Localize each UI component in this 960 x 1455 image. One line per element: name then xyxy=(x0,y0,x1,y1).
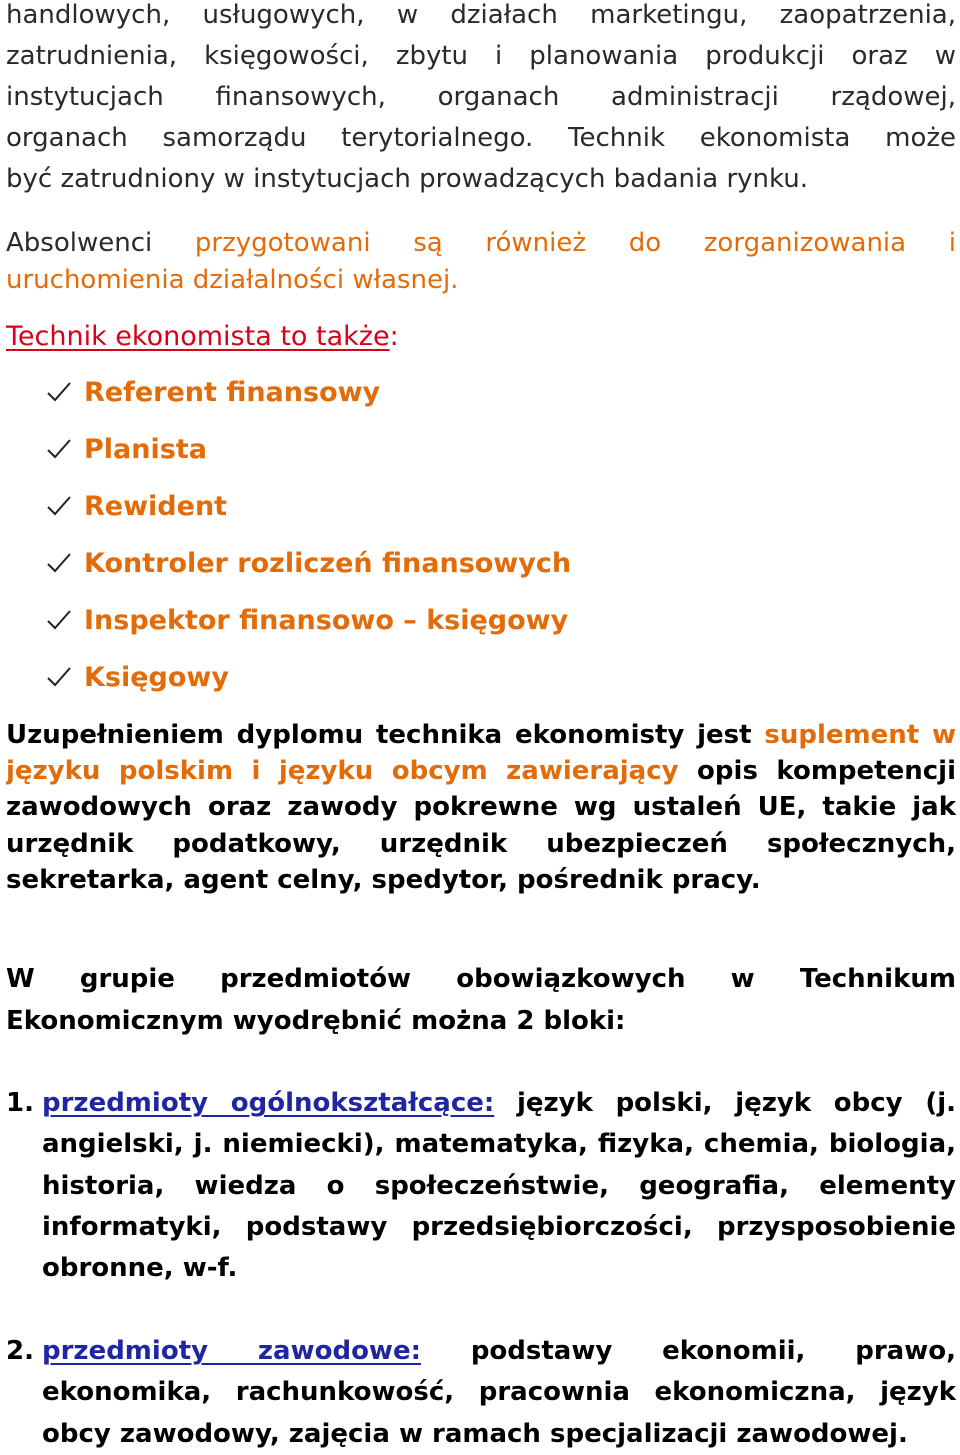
groups-paragraph xyxy=(6,958,956,1042)
list-item-label: Kontroler rozliczeń finansowych xyxy=(84,547,572,579)
graduates-paragraph xyxy=(6,225,956,299)
groups-line: W grupie przedmiotów obowiązkowych w Technikum xyxy=(6,964,956,994)
intro-line: handlowych, usługowych, w działach marketingu, zaopatrzenia, xyxy=(6,0,956,30)
block-lines xyxy=(42,1331,956,1455)
block-label: przedmioty ogólnokształcące: xyxy=(42,1088,495,1118)
intro-line: zatrudnienia, księgowości, zbytu i planowania produkcji oraz w xyxy=(6,41,956,71)
intro-line: być zatrudniony w instytucjach prowadzących badania rynku. xyxy=(6,164,809,194)
list-item-label: Planista xyxy=(84,433,207,465)
block-lines xyxy=(42,1083,956,1289)
supplement-paragraph xyxy=(6,717,956,898)
supplement-highlight: języku polskim i języku obcym zawierający xyxy=(6,756,679,787)
checkmark-icon xyxy=(46,381,72,403)
intro-line: instytucjach finansowych, organach administracji rządowej, xyxy=(6,82,956,112)
also-heading-text: Technik ekonomista to także xyxy=(6,321,390,352)
intro-line: organach samorządu terytorialnego. Technik ekonomista może xyxy=(6,123,956,153)
list-item xyxy=(46,429,746,469)
graduates-subject: Absolwenci xyxy=(6,228,153,258)
list-item xyxy=(46,543,746,583)
supplement-highlight: suplement w xyxy=(764,720,956,750)
list-item-label: Inspektor finansowo – księgowy xyxy=(84,604,569,636)
supplement-line: sekretarka, agent celny, spedytor, pośrednik pracy. xyxy=(6,864,761,895)
list-item xyxy=(46,657,746,697)
checkmark-icon xyxy=(46,552,72,574)
block-line: angielski, j. niemiecki), matematyka, fizyka, chemia, biologia, xyxy=(42,1129,956,1160)
checkmark-icon xyxy=(46,666,72,688)
list-item-label: Referent finansowy xyxy=(84,376,381,408)
checkmark-icon xyxy=(46,609,72,631)
block-line: historia, wiedza o społeczeństwie, geografia, elementy xyxy=(42,1170,956,1201)
block-number: 1. xyxy=(6,1088,34,1118)
groups-line: Ekonomicznym wyodrębnić można 2 bloki: xyxy=(6,1006,626,1036)
block-line: obcy zawodowy, zajęcia w ramach specjalizacji zawodowej. xyxy=(42,1418,908,1449)
supplement-text: opis kompetencji xyxy=(678,756,956,787)
also-heading xyxy=(6,318,956,356)
block-line xyxy=(42,1331,956,1372)
supplement-line xyxy=(6,717,956,753)
also-heading-colon: : xyxy=(389,321,399,352)
checkmark-icon xyxy=(46,495,72,517)
list-item-label: Rewident xyxy=(84,490,228,522)
block-line: ekonomika, rachunkowość, pracownia ekonomiczna, język xyxy=(42,1377,956,1408)
checkmark-icon xyxy=(46,438,72,460)
supplement-line: urzędnik podatkowy, urzędnik ubezpieczeń społecznych, xyxy=(6,828,956,859)
block-number: 2. xyxy=(6,1336,34,1366)
intro-paragraph xyxy=(6,0,956,200)
graduates-rest: przygotowani są również do zorganizowania i xyxy=(152,228,956,258)
list-item-label: Księgowy xyxy=(84,661,229,693)
block-line: obronne, w-f. xyxy=(42,1253,238,1284)
graduates-line xyxy=(6,225,956,262)
list-item xyxy=(46,600,746,640)
list-item xyxy=(46,372,746,412)
block-text: podstawy ekonomii, prawo, xyxy=(420,1336,956,1366)
list-item xyxy=(46,486,746,526)
supplement-text: Uzupełnieniem dyplomu technika ekonomisty jest xyxy=(6,720,765,750)
supplement-line: zawodowych oraz zawody pokrewne wg ustaleń UE, takie jak xyxy=(6,792,956,823)
block-label: przedmioty zawodowe: xyxy=(42,1336,421,1366)
supplement-line xyxy=(6,753,956,789)
block-text: język polski, język obcy (j. xyxy=(494,1088,956,1118)
graduates-line: uruchomienia działalności własnej. xyxy=(6,265,459,295)
block-line xyxy=(42,1083,956,1124)
block-line: informatyki, podstawy przedsiębiorczości, przysposobienie xyxy=(42,1211,956,1242)
